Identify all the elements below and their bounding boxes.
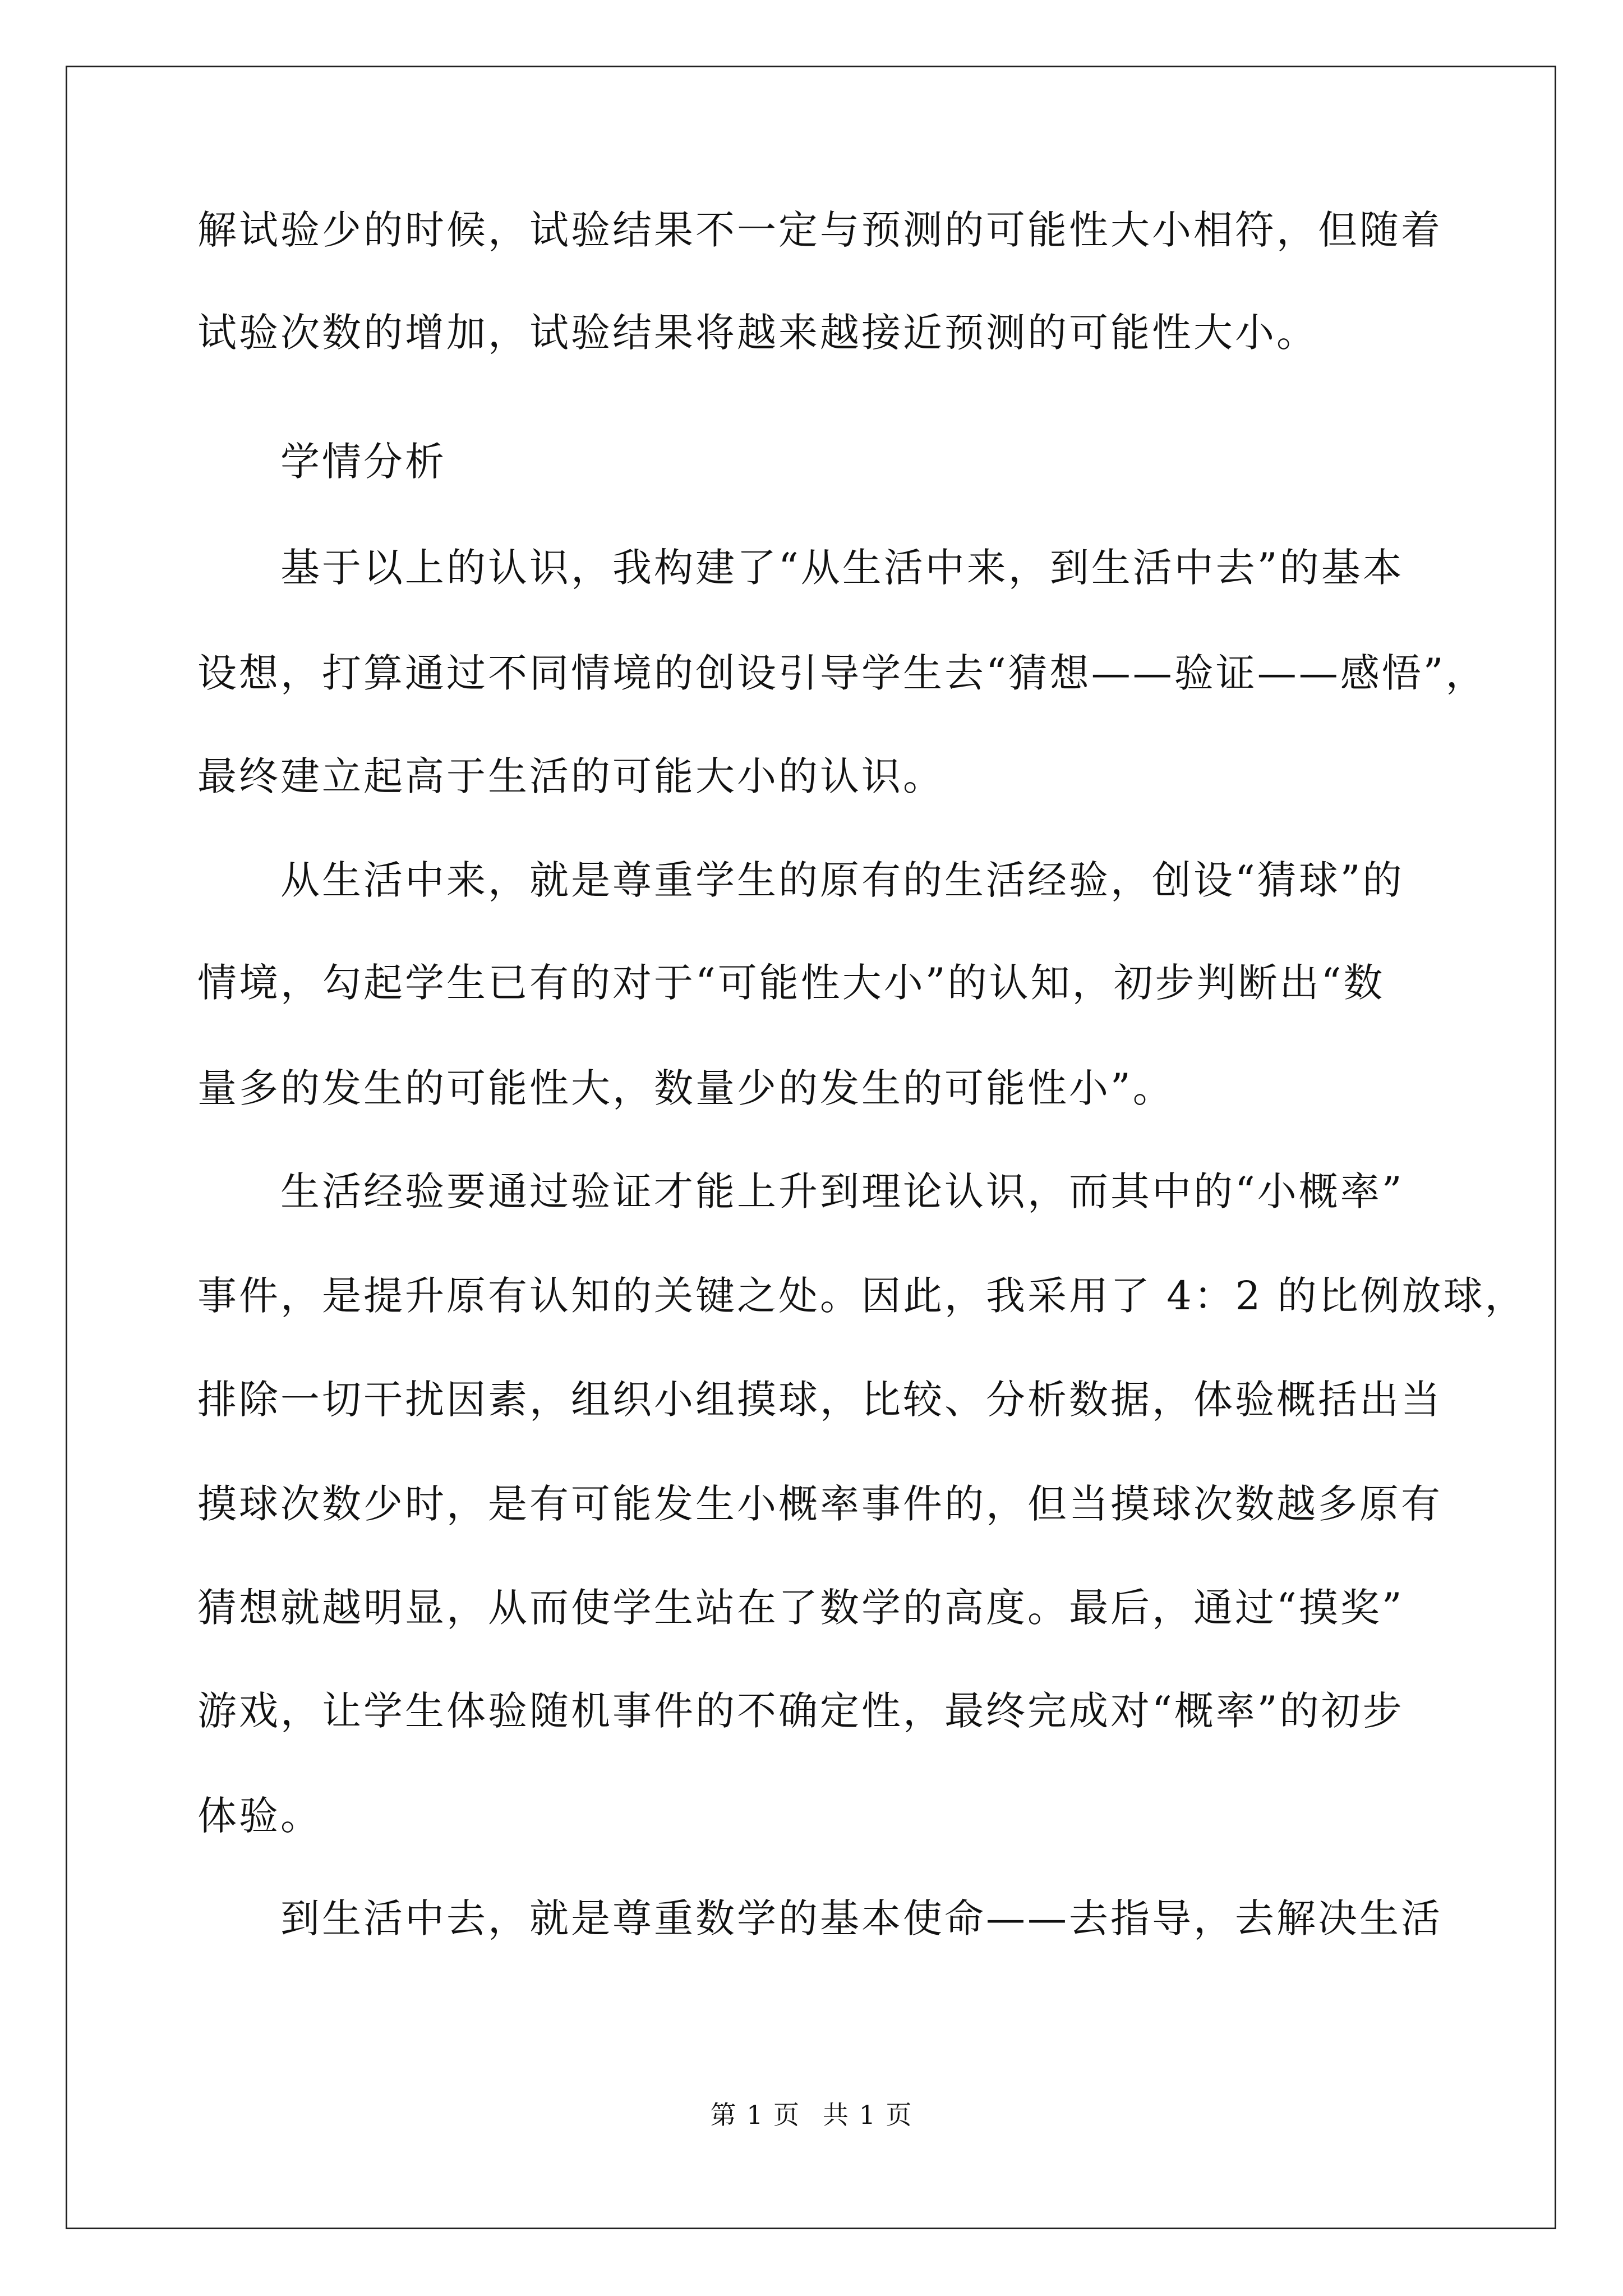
text-line-7: 从生活中来，就是尊重学生的原有的生活经验，创设“猜球”的 — [280, 857, 1404, 903]
page-footer — [0, 2098, 1623, 2132]
text-line-8: 情境，勾起学生已有的对于“可能性大小”的认知，初步判断出“数 — [197, 960, 1385, 1006]
section-heading: 学情分析 — [280, 439, 446, 485]
text-line-15: 游戏，让学生体验随机事件的不确定性，最终完成对“概率”的初步 — [197, 1688, 1404, 1734]
text-line-2: 试验次数的增加，试验结果将越来越接近预测的可能性大小。 — [197, 310, 1318, 356]
text-line-1: 解试验少的时候，试验结果不一定与预测的可能性大小相符，但随着 — [197, 207, 1442, 253]
text-line-5: 设想，打算通过不同情境的创设引导学生去“猜想——验证——感悟”， — [197, 650, 1487, 696]
page-number: 第 1 页 — [710, 2100, 800, 2130]
text-line-10: 生活经验要通过验证才能上升到理论认识，而其中的“小概率” — [280, 1168, 1404, 1214]
text-line-16: 体验。 — [197, 1793, 322, 1839]
text-line-11: 事件，是提升原有认知的关键之处。因此，我采用了 4：2 的比例放球， — [197, 1273, 1527, 1319]
page-count: 共 1 页 — [823, 2100, 913, 2130]
text-line-13: 摸球次数少时，是有可能发生小概率事件的，但当摸球次数越多原有 — [197, 1481, 1442, 1527]
text-line-9: 量多的发生的可能性大，数量少的发生的可能性小”。 — [197, 1065, 1174, 1111]
text-line-4: 基于以上的认识，我构建了“从生活中来，到生活中去”的基本 — [280, 545, 1404, 591]
text-line-14: 猜想就越明显，从而使学生站在了数学的高度。最后，通过“摸奖” — [197, 1585, 1404, 1631]
text-line-6: 最终建立起高于生活的可能大小的认识。 — [197, 753, 944, 799]
text-line-12: 排除一切干扰因素，组织小组摸球，比较、分析数据，体验概括出当 — [197, 1377, 1442, 1423]
text-line-17: 到生活中去，就是尊重数学的基本使命——去指导，去解决生活 — [280, 1895, 1442, 1941]
